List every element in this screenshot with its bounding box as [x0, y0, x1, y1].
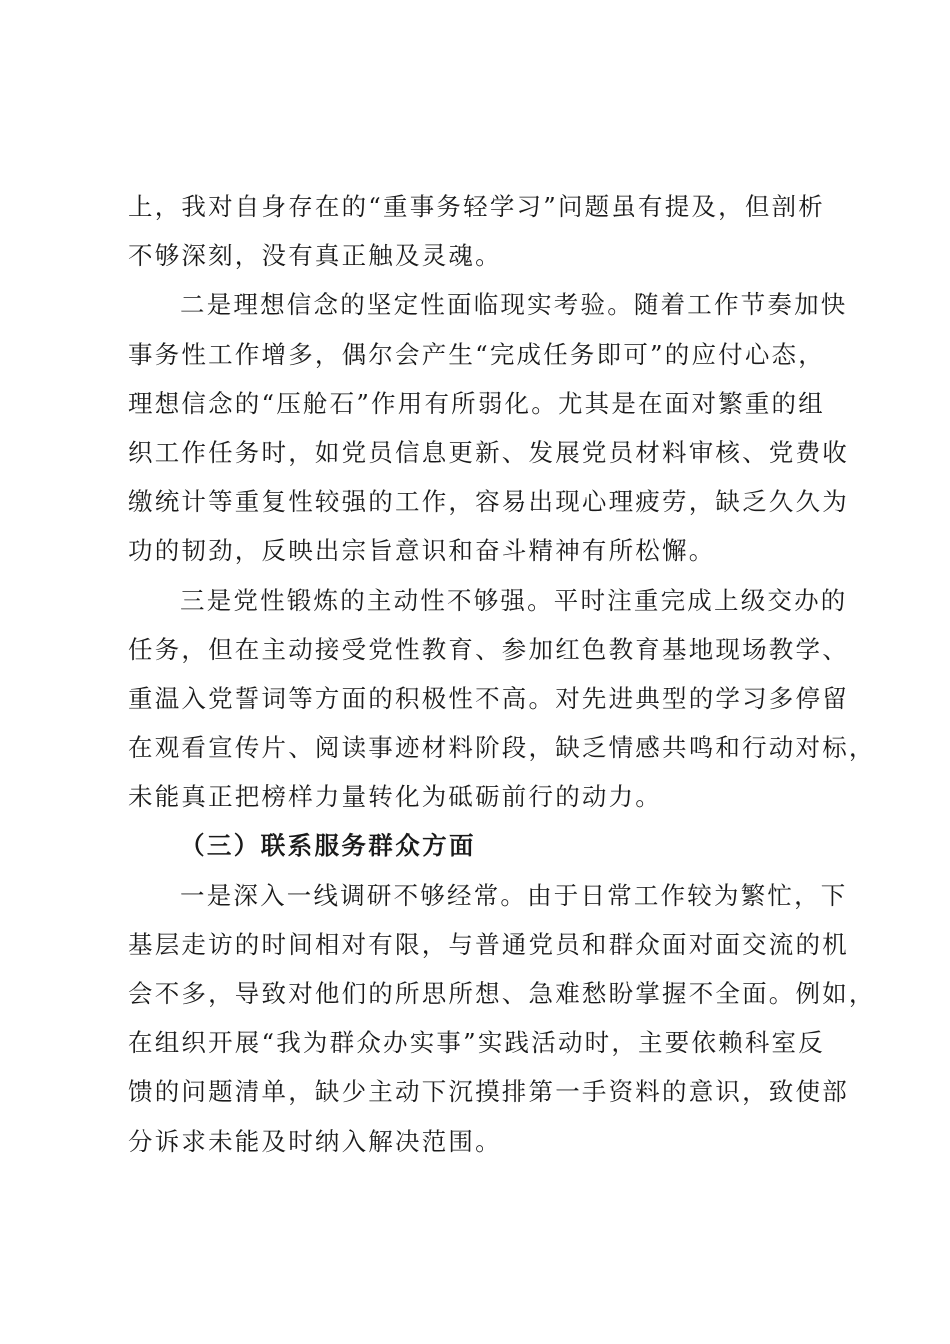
text-line: 二是理想信念的坚定性面临现实考验。随着工作节奏加快 [180, 290, 848, 320]
paragraph-party-spirit [128, 576, 876, 822]
text-line: 在组织开展“我为群众办实事”实践活动时，主要依赖科室反 [128, 1028, 825, 1058]
heading-line: （三）联系服务群众方面 [180, 831, 476, 861]
text-line: 理想信念的“压舱石”作用有所弱化。尤其是在面对繁重的组 [128, 388, 825, 418]
text-line: 分诉求未能及时纳入解决范围。 [128, 1126, 502, 1156]
text-line: 三是党性锻炼的主动性不够强。平时注重完成上级交办的 [180, 585, 848, 615]
paragraph-ideals-beliefs [128, 280, 849, 575]
paragraph-continuation [128, 182, 840, 280]
text-line: 织工作任务时，如党员信息更新、发展党员材料审核、党费收 [128, 437, 849, 467]
text-line: 缴统计等重复性较强的工作，容易出现心理疲劳，缺乏久久为 [128, 487, 849, 517]
text-line: 馈的问题清单，缺少主动下沉摸排第一手资料的意识，致使部 [128, 1077, 849, 1107]
text-line: 基层走访的时间相对有限，与普通党员和群众面对面交流的机 [128, 929, 849, 959]
text-line: 未能真正把榜样力量转化为砥砺前行的动力。 [128, 782, 662, 812]
text-line: 事务性工作增多，偶尔会产生“完成任务即可”的应付心态， [128, 339, 825, 369]
section-heading [128, 821, 840, 870]
text-line: 重温入党誓词等方面的积极性不高。对先进典型的学习多停留 [128, 683, 849, 713]
text-line: 在观看宣传片、阅读事迹材料阶段，缺乏情感共鸣和行动对标， [128, 733, 876, 763]
text-line: 功的韧劲，反映出宗旨意识和奋斗精神有所松懈。 [128, 536, 716, 566]
paragraph-grassroots-research [128, 871, 876, 1166]
text-line: 一是深入一线调研不够经常。由于日常工作较为繁忙，下 [180, 880, 848, 910]
text-line: 不够深刻，没有真正触及灵魂。 [128, 241, 502, 271]
text-line: 会不多，导致对他们的所思所想、急难愁盼掌握不全面。例如， [128, 979, 876, 1008]
text-line: 上，我对自身存在的“重事务轻学习”问题虽有提及，但剖析 [128, 192, 825, 221]
text-line: 任务，但在主动接受党性教育、参加红色教育基地现场教学、 [128, 634, 849, 664]
document-body [128, 182, 876, 1166]
